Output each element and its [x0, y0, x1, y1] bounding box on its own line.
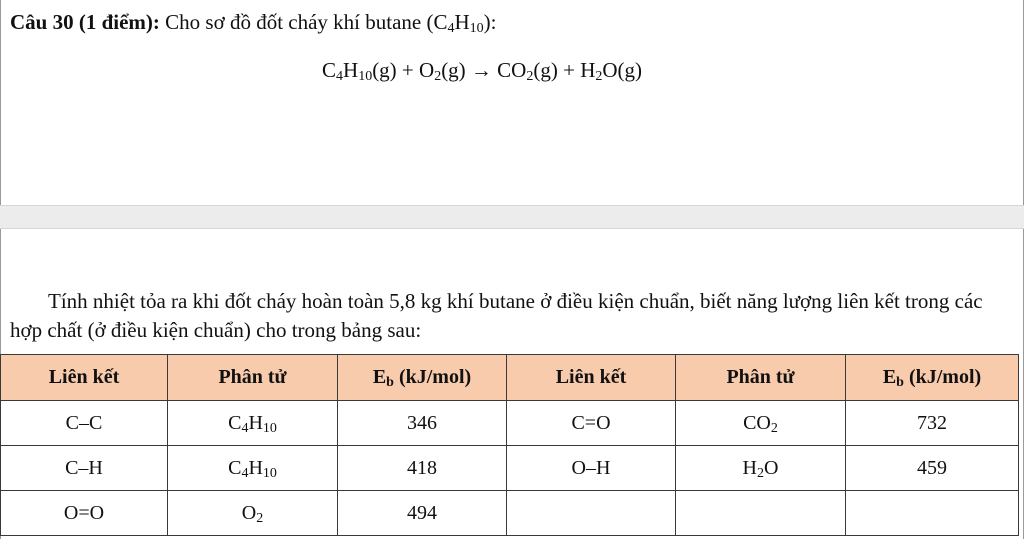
question-text-after: ): — [483, 10, 497, 34]
question-text-before: Cho sơ đồ đốt cháy khí butane (C — [165, 10, 448, 34]
question-sub-10: 10 — [469, 21, 484, 36]
energy-cell: 459 — [846, 446, 1019, 491]
molecule-cell: $C_4H_{10}$ — [168, 446, 338, 491]
question-sub-4: 4 — [447, 21, 455, 36]
question-text-mid: H — [454, 10, 470, 34]
table-row — [1, 491, 1019, 536]
question-heading — [10, 10, 496, 35]
bond-cell: C–C — [1, 401, 168, 446]
bond-cell: O=O — [1, 491, 168, 536]
molecule-cell: $CO_2$ — [676, 401, 846, 446]
header-molecule: Phân tử — [168, 355, 338, 401]
header-bond: Liên kết — [1, 355, 168, 401]
section-separator — [0, 205, 1024, 229]
energy-cell: 418 — [338, 446, 507, 491]
table-header-row — [1, 355, 1019, 401]
header-eb-2: $E_b$ (kJ/mol) — [846, 355, 1019, 401]
molecule-cell: $C_4H_{10}$ — [168, 401, 338, 446]
bond-cell — [507, 491, 676, 536]
bond-cell: C=O — [507, 401, 676, 446]
problem-text: Tính nhiệt tỏa ra khi đốt cháy hoàn toàn 5,8 kg khí butane ở điều kiện chuẩn, biết năng lượng liên kết trong các hợp chất (ở điều kiện chuẩn) cho trong bảng sau: — [10, 289, 983, 342]
header-eb: $E_b$ (kJ/mol) — [338, 355, 507, 401]
energy-cell: 732 — [846, 401, 1019, 446]
header-bond-2: Liên kết — [507, 355, 676, 401]
bond-energy-table — [0, 354, 1019, 536]
bond-cell: O–H — [507, 446, 676, 491]
reaction-equation: $C_4H_{10}(g) + O_2(g) \to CO_2(g) + H_2O(g)$ — [322, 58, 643, 84]
question-label: Câu 30 (1 điểm): — [10, 10, 160, 34]
table-row — [1, 401, 1019, 446]
energy-cell — [846, 491, 1019, 536]
header-molecule-2: Phân tử — [676, 355, 846, 401]
table-row — [1, 446, 1019, 491]
molecule-cell — [676, 491, 846, 536]
problem-paragraph — [10, 287, 1010, 345]
bond-cell: C–H — [1, 446, 168, 491]
molecule-cell: $O_2$ — [168, 491, 338, 536]
energy-cell: 346 — [338, 401, 507, 446]
energy-cell: 494 — [338, 491, 507, 536]
molecule-cell: $H_2O$ — [676, 446, 846, 491]
